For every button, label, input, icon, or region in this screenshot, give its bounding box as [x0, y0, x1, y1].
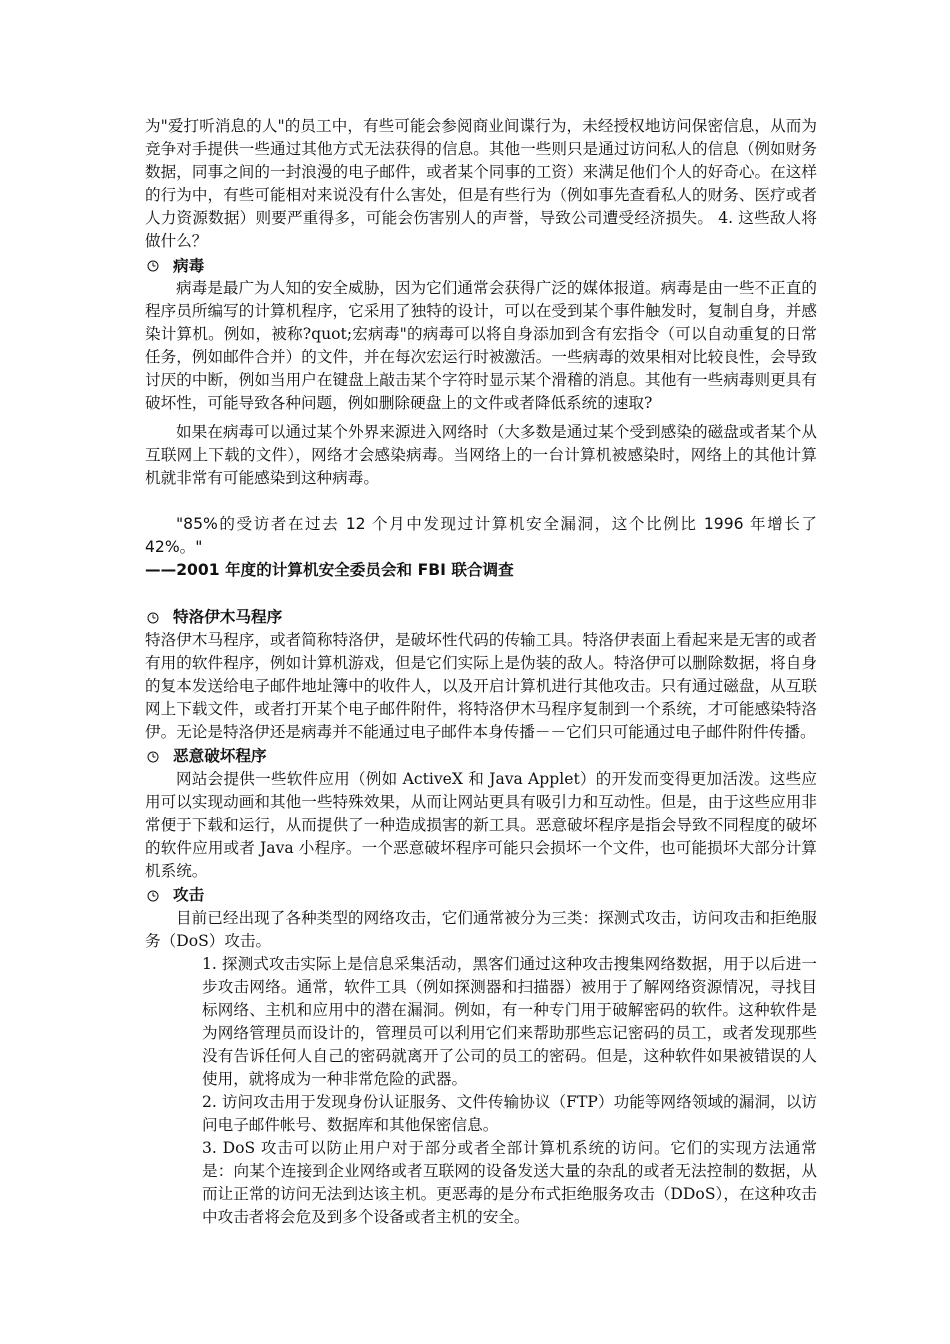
clock-bullet-icon — [147, 751, 159, 763]
virus-heading — [145, 254, 817, 277]
attack-heading — [145, 884, 817, 907]
attack-heading-text: 攻击 — [173, 886, 205, 904]
malicious-heading — [145, 745, 817, 768]
attack-type-item: 2. 访问攻击用于发现身份认证服务、文件传输协议（FTP）功能等网络领域的漏洞，以访问电子邮件帐号、数据库和其他保密信息。 — [202, 1093, 817, 1134]
virus-paragraph-2: 如果在病毒可以通过某个外界来源进入网络时（大多数是通过某个受到感染的磁盘或者某个从互联网上下载的文件），网络才会感染病毒。当网络上的一台计算机被感染时，网络上的其他计算机就非常有可能感染到这种病毒。 — [145, 423, 817, 487]
virus-paragraph-1: 病毒是最广为人知的安全威胁，因为它们通常会获得广泛的媒体报道。病毒是由一些不正直的程序员所编写的计算机程序，它采用了独特的设计，可以在受到某个事件触发时，复制自身，并感染计算机。例如，被称?quot;宏病毒"的病毒可以将自身添加到含有宏指令（可以自动重复的日常任务，例如邮件合并）的文件，并在每次宏运行时被激活。一些病毒的效果相对比较良性，会导致讨厌的中断，例如当用户在键盘上敲击某个字符时显示某个滑稽的消息。其他有一些病毒则更具有破坏性，可能导致各种问题，例如删除硬盘上的文件或者降低系统的速取? — [145, 279, 817, 412]
attack-paragraph: 目前已经出现了各种类型的网络攻击，它们通常被分为三类：探测式攻击，访问攻击和拒绝服务（DoS）攻击。 — [145, 909, 817, 950]
attack-type-item: 1. 探测式攻击实际上是信息采集活动，黑客们通过这种攻击搜集网络数据，用于以后进一步攻击网络。通常，软件工具（例如探测器和扫描器）被用于了解网络资源情况，寻找目标网络、主机和应用中的潜在漏洞。例如，有一种专门用于破解密码的软件。这种软件是为网络管理员而设计的，管理员可以利用它们来帮助那些忘记密码的员工，或者发现那些没有告诉任何人自己的密码就离开了公司的员工的密码。但是，这种软件如果被错误的人使用，就将成为一种非常危险的武器。 — [202, 955, 817, 1088]
intro-paragraph: 为"爱打听消息的人"的员工中，有些可能会参阅商业间谍行为，未经授权地访问保密信息，从而为竞争对手提供一些通过其他方式无法获得的信息。其他一些则只是通过访问私人的信息（例如财务数据，同事之间的一封浪漫的电子邮件，或者某个同事的工资）来满足他们个人的好奇心。在这样的行为中，有些可能相对来说没有什么害处，但是有些行为（例如事先查看私人的财务、医疗或者人力资源数据）则要严重得多，可能会伤害别人的声誉，导致公司遭受经济损失。 4. 这些敌人将做什么？ — [145, 117, 817, 250]
clock-bullet-icon — [147, 612, 159, 624]
clock-bullet-icon — [147, 260, 159, 272]
attack-types-list — [202, 953, 817, 1229]
document-body — [145, 115, 817, 1229]
trojan-heading — [145, 606, 817, 629]
virus-heading-text: 病毒 — [173, 256, 205, 275]
clock-bullet-icon — [147, 890, 159, 902]
attack-type-item: 3. DoS 攻击可以防止用户对于部分或者全部计算机系统的访问。它们的实现方法通常是：向某个连接到企业网络或者互联网的设备发送大量的杂乱的或者无法控制的数据，从而让正常的访问无法到达该主机。更恶毒的是分布式拒绝服务攻击（DDoS），在这种攻击中攻击者将会危及到多个设备或者主机的安全。 — [202, 1139, 817, 1226]
malicious-heading-text: 恶意破坏程序 — [173, 747, 267, 765]
malicious-paragraph: 网站会提供一些软件应用（例如 ActiveX 和 Java Applet）的开发而变得更加活泼。这些应用可以实现动画和其他一些特殊效果，从而让网站更具有吸引力和互动性。但是，由于这些应用非常便于下载和运行，从而提供了一种造成损害的新工具。恶意破坏程序是指会导致不同程度的破坏的软件应用或者 Java 小程序。一个恶意破坏程序可能只会损坏一个文件，也可能损坏大部分计算机系统。 — [145, 770, 817, 880]
trojan-heading-text: 特洛伊木马程序 — [173, 608, 283, 626]
quote-attribution: ——2001 年度的计算机安全委员会和 FBI 联合调查 — [145, 561, 514, 579]
virus-quote: "85%的受访者在过去 12 个月中发现过计算机安全漏洞，这个比例比 1996 年增长了 42%。" — [145, 515, 817, 556]
trojan-paragraph: 特洛伊木马程序，或者简称特洛伊，是破坏性代码的传输工具。特洛伊表面上看起来是无害的或者有用的软件程序，例如计算机游戏，但是它们实际上是伪装的敌人。特洛伊可以删除数据，将自身的复本发送给电子邮件地址簿中的收件人，以及开启计算机进行其他攻击。只有通过磁盘，从互联网上下载文件，或者打开某个电子邮件附件，将特洛伊木马程序复制到一个系统，才可能感染特洛伊。无论是特洛伊还是病毒并不能通过电子邮件本身传播－－它们只可能通过电子邮件附件传播。 — [145, 631, 817, 741]
